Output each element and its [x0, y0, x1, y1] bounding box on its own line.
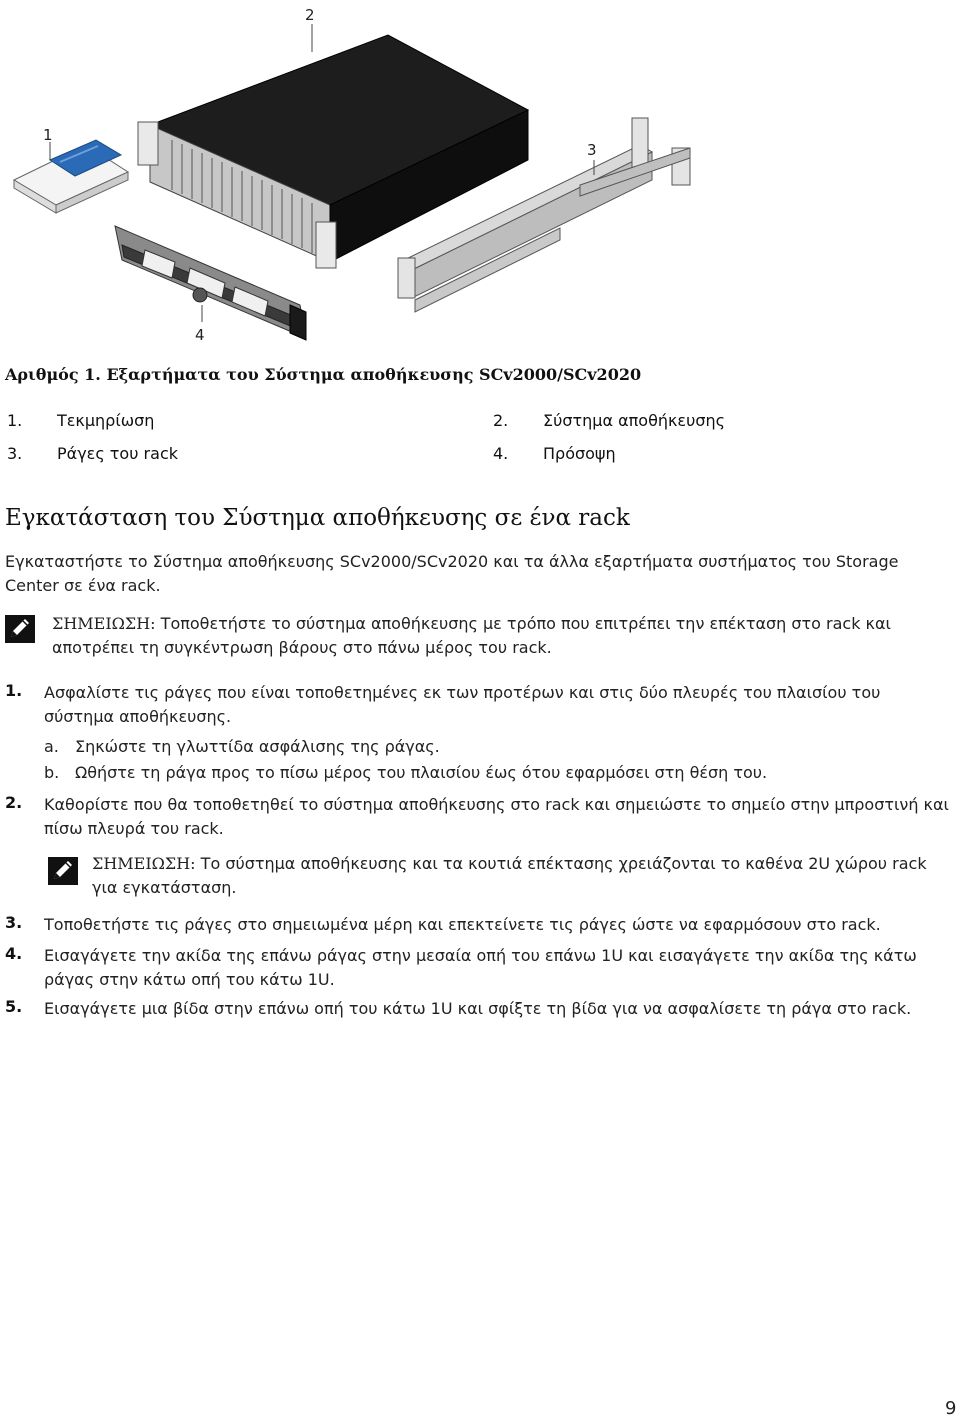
- step-text: Καθορίστε που θα τοποθετηθεί το σύστημα αποθήκευσης στο rack και σημειώστε το σημείο στην μπροστινή και πίσω πλευρά του rack.: [44, 795, 949, 838]
- step-number: 3.: [5, 913, 23, 932]
- step-number: 5.: [5, 997, 23, 1016]
- documentation-booklet: [14, 140, 128, 213]
- page-number: 9: [945, 1398, 957, 1419]
- step-text: Εισαγάγετε μια βίδα στην επάνω οπή του κάτω 1U και σφίξτε τη βίδα για να ασφαλίσετε τη ράγα στο rack.: [44, 999, 912, 1018]
- callout-4: 4: [195, 326, 205, 344]
- legend-item: [493, 444, 616, 463]
- note-pencil-icon: [5, 615, 35, 643]
- substep-letter: b.: [44, 763, 60, 782]
- callout-3: 3: [587, 141, 597, 159]
- step-number: 2.: [5, 793, 23, 812]
- legend-number: 2.: [493, 411, 509, 430]
- substep-text: Ωθήστε τη ράγα προς το πίσω μέρος του πλαισίου έως ότου εφαρμόσει στη θέση του.: [75, 763, 768, 782]
- figure-caption: Αριθμός 1. Εξαρτήματα του Σύστημα αποθήκευσης SCv2000/SCv2020: [5, 365, 642, 384]
- intro-paragraph: Εγκαταστήστε το Σύστημα αποθήκευσης SCv2000/SCv2020 και τα άλλα εξαρτήματα συστήματος του Storage Center σε ένα rack.: [5, 552, 899, 595]
- note-body: Τοποθετήστε το σύστημα αποθήκευσης με τρόπο που επιτρέπει την επέκταση στο rack και αποτρέπει τη συγκέντρωση βάρους στο πάνω μέρος του rack.: [52, 614, 891, 657]
- callout-1: 1: [43, 126, 53, 144]
- legend-item: [7, 444, 178, 463]
- section-heading: Εγκατάσταση του Σύστημα αποθήκευσης σε ένα rack: [5, 505, 630, 531]
- legend-item: [7, 411, 154, 430]
- step-text: Εισαγάγετε την ακίδα της επάνω ράγας στην μεσαία οπή του επάνω 1U και εισαγάγετε την ακίδα της κάτω ράγας στην κάτω οπή του κάτω 1U.: [44, 946, 917, 989]
- legend-number: 1.: [7, 411, 23, 430]
- note-text: [52, 612, 922, 660]
- note-label: ΣΗΜΕΙΩΣΗ:: [92, 854, 196, 873]
- note-text: [92, 852, 952, 900]
- substep-letter: a.: [44, 737, 59, 756]
- front-bezel: [115, 226, 306, 340]
- step-number: 4.: [5, 944, 23, 963]
- legend-number: 3.: [7, 444, 23, 463]
- callout-2: 2: [305, 6, 315, 24]
- substep-text: Σηκώστε τη γλωττίδα ασφάλισης της ράγας.: [75, 737, 440, 756]
- legend-item: [493, 411, 725, 430]
- note-body: Το σύστημα αποθήκευσης και τα κουτιά επέκτασης χρειάζονται το καθένα 2U χώρου rack για εγκατάσταση.: [92, 854, 927, 897]
- legend-label: Σύστημα αποθήκευσης: [543, 411, 725, 430]
- note-pencil-icon: [48, 857, 78, 885]
- legend-label: Ράγες του rack: [57, 444, 178, 463]
- step-text: Τοποθετήστε τις ράγες στο σημειωμένα μέρη και επεκτείνετε τις ράγες ώστε να εφαρμόσουν στο rack.: [44, 915, 881, 934]
- note-label: ΣΗΜΕΙΩΣΗ:: [52, 614, 156, 633]
- components-illustration: [0, 0, 720, 350]
- legend-label: Πρόσοψη: [543, 444, 616, 463]
- legend-number: 4.: [493, 444, 509, 463]
- step-text: Ασφαλίστε τις ράγες που είναι τοποθετημένες εκ των προτέρων και στις δύο πλευρές του πλαισίου του σύστημα αποθήκευσης.: [44, 683, 881, 726]
- legend-label: Τεκμηρίωση: [57, 411, 155, 430]
- step-number: 1.: [5, 681, 23, 700]
